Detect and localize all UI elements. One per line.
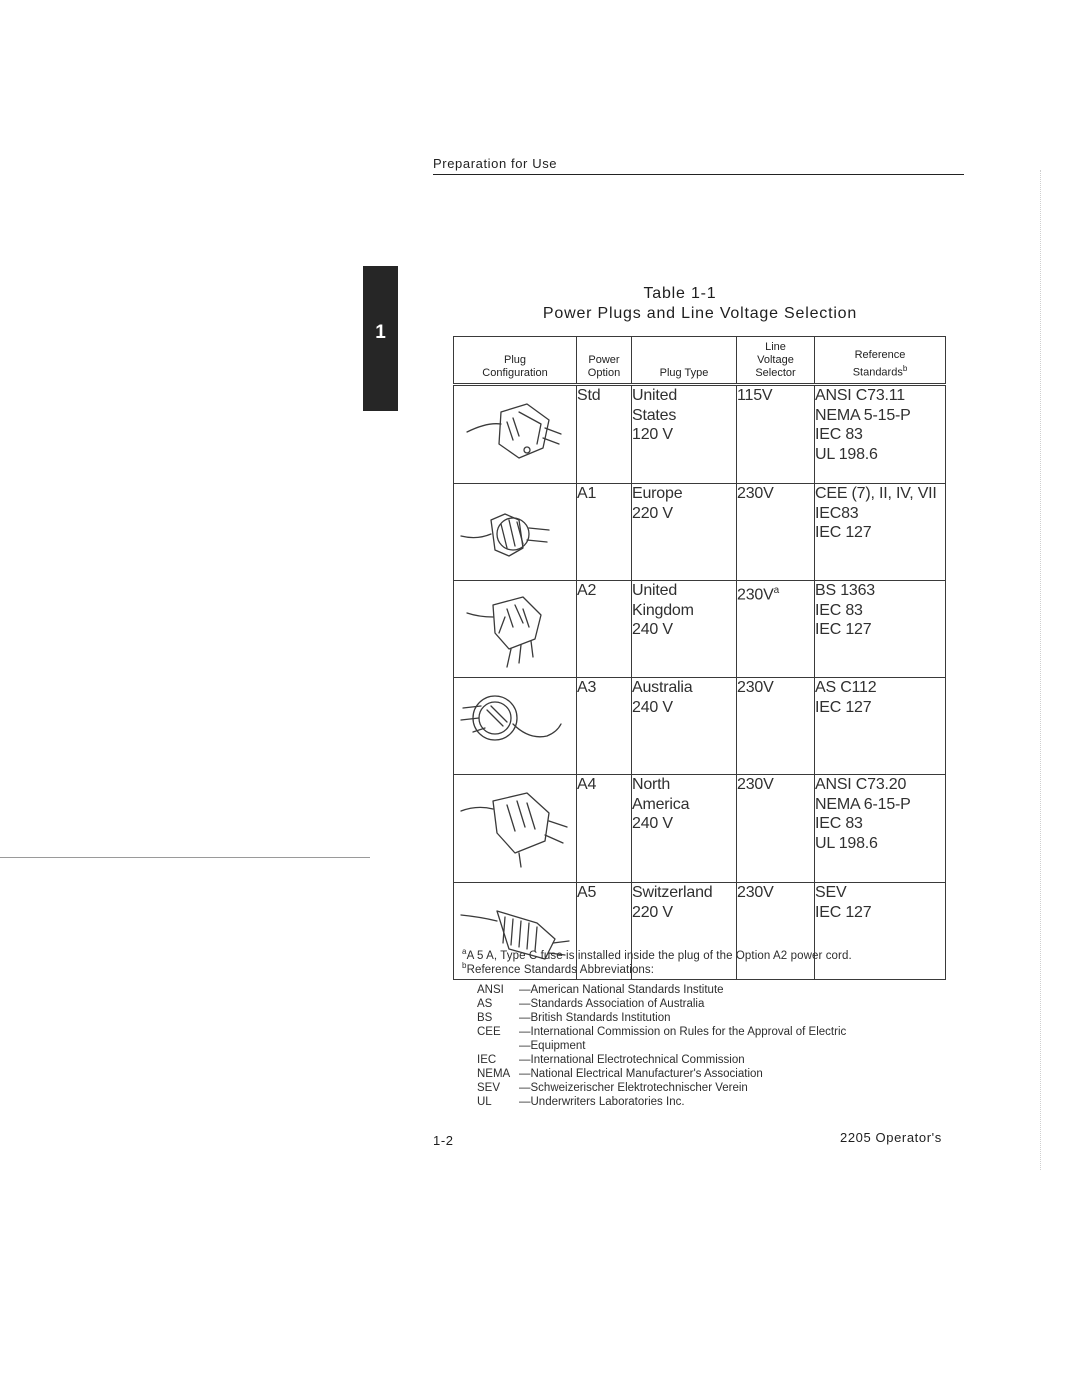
col-header-plug-type: Plug Type (632, 337, 737, 385)
plug-type-line: North (632, 776, 671, 793)
plug-type-cell (632, 775, 737, 883)
abbreviation-value: —International Commission on Rules for the Approval of Electric (519, 1026, 847, 1038)
plug-configuration-cell (454, 385, 577, 484)
margin-rule (0, 857, 370, 858)
standard-entry: BS 1363 (815, 582, 875, 599)
plug-type-cell (632, 581, 737, 678)
footnote-a: $^a$A 5 A, Type C fuse is installed inside the plug of the Option A2 power cord. $^b$Reference Standards Abbreviations: (462, 947, 852, 976)
abbreviation-key: BS (477, 1012, 493, 1024)
voltage-selector-cell: 230V (737, 883, 815, 980)
chapter-tab (363, 266, 398, 411)
power-option-cell: A3 (577, 678, 632, 775)
standard-entry: IEC 83 (815, 601, 863, 619)
reference-standards-cell (815, 484, 946, 581)
plug-type-line: 120 V (632, 426, 673, 443)
header-rule (433, 174, 964, 175)
standard-entry: CEE (7), II, IV, VII (815, 485, 937, 502)
plug-configuration-cell (454, 678, 577, 775)
power-option-cell: A1 (577, 484, 632, 581)
standard-entry: IEC 83 (815, 426, 863, 443)
plug-type-line: States (632, 406, 677, 424)
abbreviation-key: ANSI (477, 984, 504, 996)
power-option-cell: A2 (577, 581, 632, 678)
standard-entry: IEC 127 (815, 621, 872, 638)
standard-entry: IEC83 (815, 504, 859, 522)
standard-entry: ANSI C73.11 (815, 387, 905, 404)
table-row (454, 385, 946, 484)
uk-plug-icon (457, 587, 573, 677)
abbreviation-list (477, 983, 846, 1109)
abbreviation-key: NEMA (477, 1068, 511, 1080)
us-plug-icon (457, 392, 573, 482)
plug-type-line: Australia (632, 679, 693, 696)
table-row (454, 484, 946, 581)
standard-entry: UL 198.6 (815, 834, 878, 852)
plug-type-line: 220 V (632, 903, 673, 921)
abbreviation-value: —International Electrotechnical Commission (519, 1054, 745, 1066)
europe-plug-icon (457, 490, 573, 580)
power-option-cell: A5 (577, 883, 632, 980)
page-number: 1-2 (433, 1133, 454, 1148)
abbreviation-row (477, 1011, 846, 1025)
abbreviation-row (477, 1095, 846, 1109)
voltage-selector-cell: 230V (737, 775, 815, 883)
chapter-number: 1 (375, 322, 386, 343)
abbreviation-row (477, 1081, 846, 1095)
section-title: Preparation for Use (433, 156, 558, 171)
abbreviation-row (477, 1067, 846, 1081)
standard-entry: IEC 127 (815, 903, 872, 921)
abbreviation-key: UL (477, 1096, 492, 1108)
plug-type-cell (632, 678, 737, 775)
reference-standards-cell (815, 581, 946, 678)
plug-configuration-cell (454, 581, 577, 678)
voltage-selector-cell: 230V (737, 484, 815, 581)
abbreviation-row (477, 983, 846, 997)
plug-type-line: Kingdom (632, 601, 694, 619)
manual-title: 2205 Operator's (840, 1130, 942, 1145)
standard-entry: NEMA 5-15-P (815, 406, 911, 424)
abbreviation-value: —National Electrical Manufacturer's Association (519, 1068, 763, 1080)
plug-type-line: 240 V (632, 698, 673, 716)
footnote-marker: a (773, 585, 779, 596)
plug-type-line: America (632, 795, 690, 813)
plug-type-line: 240 V (632, 815, 673, 832)
abbreviation-row (477, 1053, 846, 1067)
plug-configuration-cell (454, 775, 577, 883)
table-row (454, 581, 946, 678)
abbreviation-value: —Schweizerischer Elektrotechnischer Verein (519, 1082, 748, 1094)
plug-type-line: Switzerland (632, 884, 713, 901)
abbreviation-value: —Equipment (519, 1040, 586, 1052)
voltage-selector-cell: 115V (737, 385, 815, 484)
standard-entry: NEMA 6-15-P (815, 795, 911, 813)
power-plugs-table (453, 336, 946, 980)
abbreviation-key: CEE (477, 1026, 501, 1038)
abbreviation-row (477, 1025, 846, 1039)
reference-standards-cell (815, 775, 946, 883)
abbreviation-value: —British Standards Institution (519, 1012, 671, 1024)
plug-configuration-cell (454, 484, 577, 581)
col-header-voltage-selector: Line Voltage Selector (737, 337, 815, 385)
north-america-240-plug-icon (457, 781, 573, 871)
scan-edge-artifact (1040, 170, 1043, 1170)
table-number: Table 1-1 (643, 285, 717, 302)
reference-standards-cell (815, 678, 946, 775)
plug-type-line: United (632, 582, 678, 599)
table-title: Power Plugs and Line Voltage Selection (542, 305, 858, 322)
abbreviation-key: AS (477, 998, 493, 1010)
voltage-selector-cell: $230V^a$ (737, 581, 815, 678)
plug-type-line: Europe (632, 485, 683, 502)
plug-type-cell (632, 484, 737, 581)
reference-standards-cell (815, 385, 946, 484)
abbreviation-row (477, 1039, 846, 1053)
abbreviation-key: SEV (477, 1082, 501, 1094)
abbreviation-value: —Standards Association of Australia (519, 998, 705, 1010)
abbreviation-key: IEC (477, 1054, 497, 1066)
plug-type-line: United (632, 387, 678, 404)
abbreviation-key (477, 1039, 519, 1053)
power-option-cell: A4 (577, 775, 632, 883)
standard-entry: IEC 83 (815, 815, 863, 832)
power-option-cell: Std (577, 385, 632, 484)
abbreviation-value: —Underwriters Laboratories Inc. (519, 1096, 685, 1108)
col-header-plug-configuration: Plug Configuration (454, 337, 577, 385)
standard-entry: ANSI C73.20 (815, 776, 907, 793)
abbreviation-row (477, 997, 846, 1011)
table-row (454, 678, 946, 775)
standard-entry: IEC 127 (815, 524, 872, 541)
plug-type-cell (632, 385, 737, 484)
voltage-selector-cell: 230V (737, 678, 815, 775)
col-header-reference-standards: Reference Standards$^b$ (815, 337, 946, 385)
plug-type-line: 220 V (632, 504, 673, 522)
abbreviation-value: —American National Standards Institute (519, 984, 724, 996)
plug-type-line: 240 V (632, 621, 673, 638)
table-header-row (454, 337, 946, 385)
standard-entry: AS C112 (815, 679, 877, 696)
col-header-power-option: Power Option (577, 337, 632, 385)
table-row (454, 775, 946, 883)
standard-entry: UL 198.6 (815, 445, 878, 463)
standard-entry: IEC 127 (815, 698, 872, 716)
australia-plug-icon (457, 684, 573, 774)
standard-entry: SEV (815, 884, 847, 901)
